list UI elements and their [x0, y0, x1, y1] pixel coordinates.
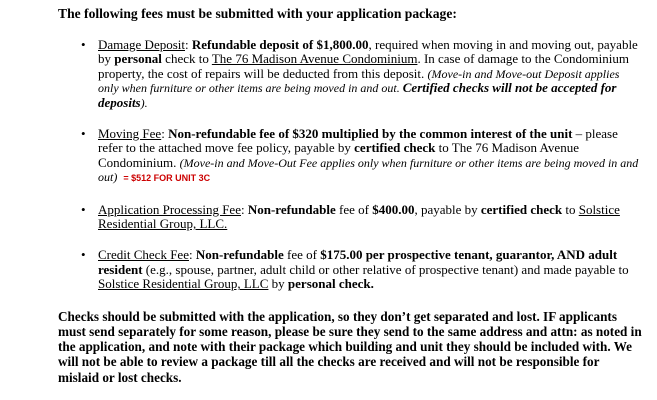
fee-colon: :: [161, 126, 165, 142]
check-type: certified check: [480, 201, 563, 217]
fee-label: Non-refundable fee of: [168, 126, 293, 142]
payee-name: Solstice Residential Group, LLC.: [98, 201, 620, 232]
fee-amount: Refundable deposit of $1,800.00: [191, 37, 369, 52]
fee-note: (Move-in and Move-Out Fee applies only when furniture or other items are being moved in and out): [98, 155, 639, 185]
fee-amount: $320 multiplied by the common interest of the unit: [292, 126, 573, 142]
fee-colon: :: [240, 201, 245, 217]
unit-amount-annotation: = $512 FOR UNIT 3C: [123, 173, 211, 184]
closing-paragraph: Checks should be submitted with the application, so they don’t get separated and lost. IF applicants must send separately for some reason, please be sure they send to the same address and attn: as noted in the application, and note with their package which building and unit they should be included with. We will not be able to review a package till all the checks are received and will not be responsible for mislaid or lost checks.: [58, 308, 642, 385]
fee-note-end: ).: [140, 95, 148, 110]
fee-text: fee of: [335, 201, 373, 217]
fee-text: to The 76 Madison Avenue Condominium.: [98, 140, 579, 170]
fee-text: (e.g., spouse, partner, adult child or other relative of prospective tenant) and made payable to: [142, 261, 629, 277]
fees-list: [58, 38, 643, 292]
fee-amount: $175.00 per prospective tenant, guarantor, AND adult resident: [98, 247, 618, 277]
fee-colon: :: [185, 37, 189, 52]
fee-text: to: [562, 201, 579, 217]
check-type: personal: [114, 51, 162, 67]
fee-label: Non-refundable: [247, 201, 336, 217]
fee-text: , payable by: [414, 201, 481, 217]
fee-name: Credit Check Fee: [98, 247, 189, 263]
fee-colon: :: [188, 247, 193, 263]
list-item-moving-fee: [58, 127, 643, 186]
fee-text: fee of: [283, 247, 321, 263]
fee-warning: Certified checks will not be accepted for deposits: [98, 80, 617, 110]
fee-text: . In case of damage to the Condominium property, the cost of repairs will be deducted from this deposit.: [98, 51, 629, 81]
fee-label: Non-refundable: [195, 247, 284, 263]
fee-amount: $400.00: [372, 201, 415, 217]
bullet-icon: •: [81, 37, 86, 52]
bullet-icon: •: [81, 201, 86, 217]
fee-name: Moving Fee: [98, 126, 162, 142]
fees-heading: The following fees must be submitted with your application package:: [58, 6, 457, 21]
payee-name: The 76 Madison Avenue Condominium: [211, 51, 418, 67]
fee-text: – please refer to the attached move fee policy, payable by: [98, 126, 618, 156]
fee-name: Damage Deposit: [98, 37, 186, 52]
list-item-application-processing-fee: [58, 203, 643, 232]
check-type: personal check.: [287, 276, 374, 292]
fee-note: (Move-in and Move-out Deposit applies only when furniture or other items are being moved in and out.: [98, 66, 620, 96]
list-item-credit-check-fee: [58, 248, 643, 291]
bullet-icon: •: [81, 126, 86, 142]
payee-name: Solstice Residential Group, LLC: [98, 276, 269, 292]
bullet-icon: •: [81, 247, 86, 263]
list-item-damage-deposit: [58, 38, 643, 110]
fee-text: by: [268, 276, 288, 292]
fee-text: , required when moving in and moving out, payable by: [98, 37, 638, 67]
check-type: certified check: [354, 140, 436, 156]
fee-text: check to: [161, 51, 212, 67]
fee-name: Application Processing Fee: [98, 201, 241, 217]
